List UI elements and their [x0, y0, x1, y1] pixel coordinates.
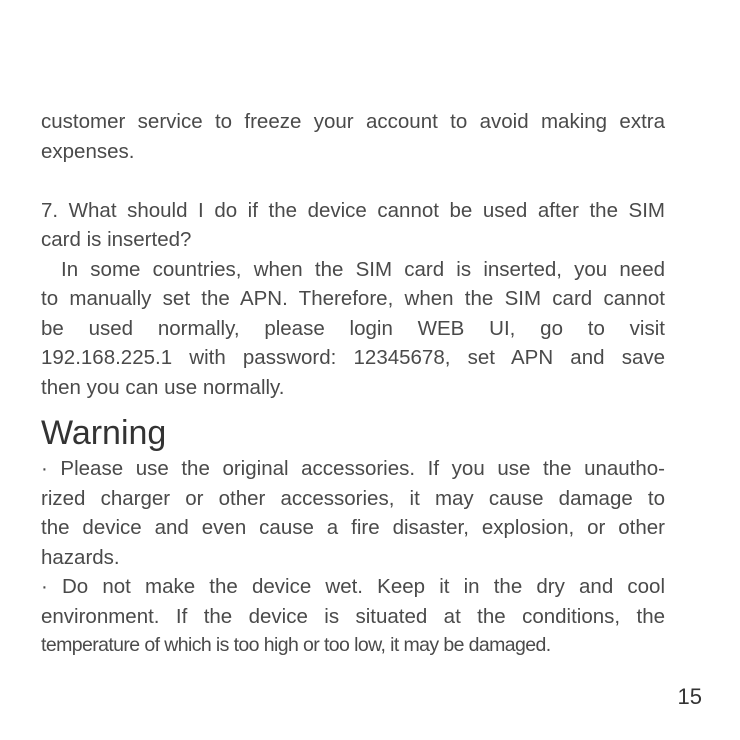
document-body — [41, 107, 665, 661]
faq-answer-line: In some countries, when the SIM card is inserted, you need — [61, 257, 665, 281]
warning-heading: Warning — [41, 414, 167, 452]
warning-item-line: hazards. — [41, 545, 120, 569]
paragraph-line: expenses. — [41, 139, 135, 163]
faq-answer-line: be used normally, please login WEB UI, go to visit — [41, 316, 665, 340]
warning-item-line: · Do not make the device wet. Keep it in the dry and cool — [41, 575, 665, 598]
paragraph-gap — [41, 166, 665, 196]
warning-item-line: · Please use the original accessories. If you use the unautho- — [41, 457, 665, 480]
warning-item-line: the device and even cause a fire disaster, explosion, or other — [41, 516, 665, 539]
warning-item-line: environment. If the device is situated at the conditions, the — [41, 604, 665, 628]
faq-question-line: 7. What should I do if the device cannot be used after the SIM — [41, 198, 665, 222]
paragraph-line: customer service to freeze your account to avoid making extra — [41, 110, 665, 133]
faq-answer-line: then you can use normally. — [41, 375, 285, 399]
page-number: 15 — [677, 684, 702, 709]
faq-question-line: card is inserted? — [41, 228, 192, 251]
warning-item-line: rized charger or other accessories, it may cause damage to — [41, 486, 665, 510]
faq-answer-line: to manually set the APN. Therefore, when the SIM card cannot — [41, 287, 665, 310]
faq-answer-line: 192.168.225.1 with password: 12345678, set APN and save — [41, 346, 665, 369]
warning-item-line: temperature of which is too high or too low, it may be damaged. — [41, 634, 551, 656]
